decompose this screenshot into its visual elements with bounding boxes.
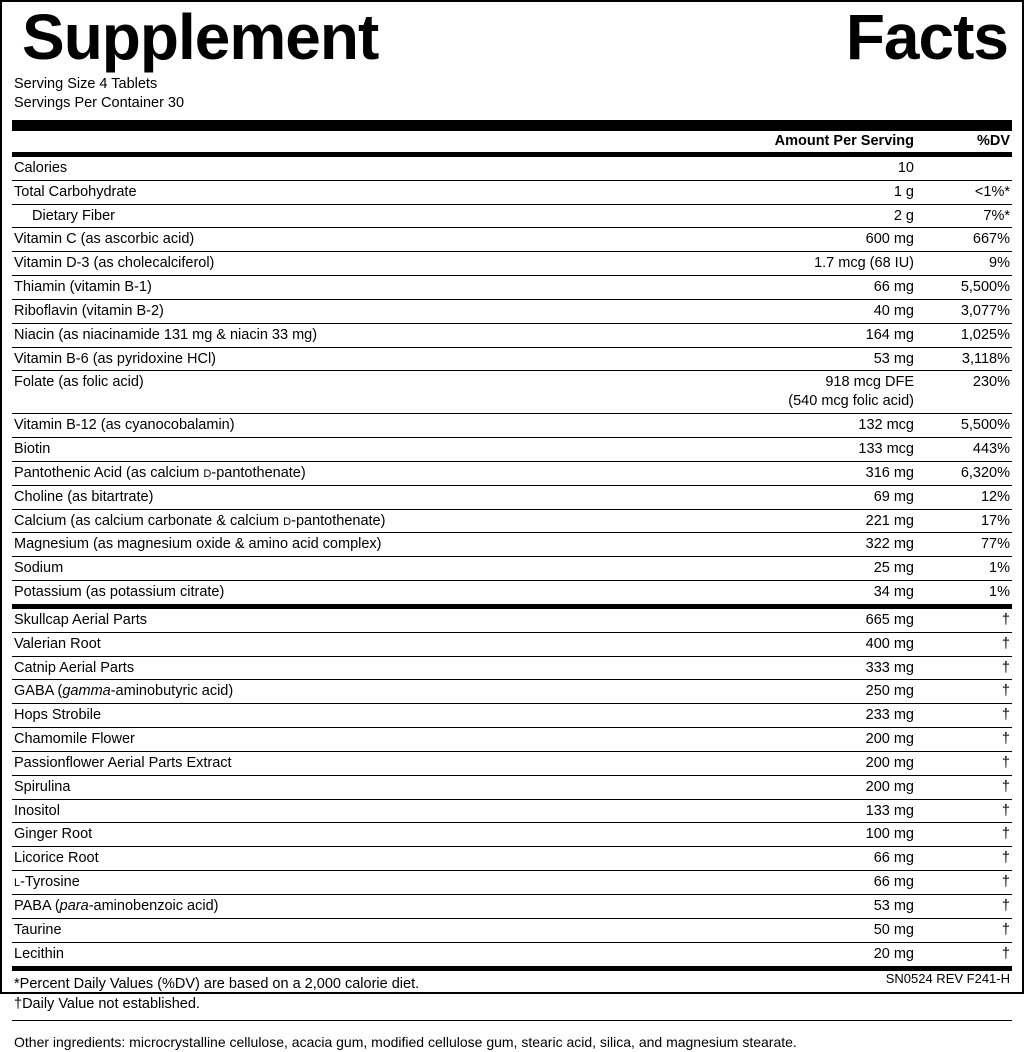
header-amount-per-serving: Amount Per Serving bbox=[774, 132, 914, 149]
table-row bbox=[12, 728, 1012, 752]
table-row bbox=[12, 461, 1012, 485]
row-daily-value: 3,118% bbox=[918, 347, 1012, 371]
row-amount: 66 mg bbox=[714, 871, 918, 895]
row-amount: 200 mg bbox=[714, 751, 918, 775]
row-daily-value: † bbox=[918, 680, 1012, 704]
row-daily-value: † bbox=[918, 775, 1012, 799]
row-amount: 665 mg bbox=[714, 609, 918, 632]
row-daily-value: 3,077% bbox=[918, 299, 1012, 323]
row-amount: 66 mg bbox=[714, 276, 918, 300]
row-label: Thiamin (vitamin B-1) bbox=[12, 276, 714, 300]
row-daily-value: 667% bbox=[918, 228, 1012, 252]
servings-per-container: Servings Per Container 30 bbox=[14, 95, 185, 112]
row-label: Dietary Fiber bbox=[12, 204, 714, 228]
table-row bbox=[12, 414, 1012, 438]
row-label: Vitamin B-6 (as pyridoxine HCl) bbox=[12, 347, 714, 371]
row-daily-value: † bbox=[918, 704, 1012, 728]
table-row bbox=[12, 557, 1012, 581]
row-label: Valerian Root bbox=[12, 632, 714, 656]
table-row bbox=[12, 581, 1012, 604]
row-label: Biotin bbox=[12, 437, 714, 461]
row-daily-value: 5,500% bbox=[918, 276, 1012, 300]
row-label: Ginger Root bbox=[12, 823, 714, 847]
row-label: L-Tyrosine bbox=[12, 871, 714, 895]
row-amount: 40 mg bbox=[714, 299, 918, 323]
row-label: Potassium (as potassium citrate) bbox=[14, 584, 225, 601]
row-label: Vitamin B-12 (as cyanocobalamin) bbox=[12, 414, 714, 438]
title-word-facts: Facts bbox=[845, 1, 1008, 73]
table-row bbox=[12, 157, 1012, 180]
row-amount: 164 mg bbox=[714, 323, 918, 347]
row-amount: 66 mg bbox=[714, 847, 918, 871]
row-amount: 132 mcg bbox=[714, 414, 918, 438]
footnote-percent-dv: *Percent Daily Values (%DV) are based on a 2,000 calorie diet. bbox=[14, 975, 420, 992]
row-label: PABA (para-aminobenzoic acid) bbox=[12, 895, 714, 919]
row-daily-value: † bbox=[918, 632, 1012, 656]
row-amount: 233 mg bbox=[714, 704, 918, 728]
row-label: Choline (as bitartrate) bbox=[12, 485, 714, 509]
row-label: Folate (as folic acid) bbox=[12, 371, 714, 414]
row-amount: 322 mg bbox=[714, 533, 918, 557]
divider-thick-top bbox=[12, 120, 1012, 131]
table-row bbox=[12, 799, 1012, 823]
row-amount: 1.7 mcg (68 IU) bbox=[714, 252, 918, 276]
row-daily-value: † bbox=[918, 751, 1012, 775]
table-row bbox=[12, 299, 1012, 323]
row-amount: 133 mg bbox=[714, 799, 918, 823]
table-row bbox=[12, 533, 1012, 557]
row-label: Vitamin C (as ascorbic acid) bbox=[12, 228, 714, 252]
table-row bbox=[12, 509, 1012, 533]
row-daily-value: 77% bbox=[918, 533, 1012, 557]
row-daily-value: 1% bbox=[989, 584, 1010, 601]
row-amount: 53 mg bbox=[714, 347, 918, 371]
row-amount: 69 mg bbox=[714, 485, 918, 509]
table-row bbox=[12, 656, 1012, 680]
header-percent-dv: %DV bbox=[976, 132, 1010, 149]
row-amount: 53 mg bbox=[714, 895, 918, 919]
table-row bbox=[12, 680, 1012, 704]
page-title bbox=[12, 1, 1012, 73]
row-amount: 50 mg bbox=[714, 918, 918, 942]
row-amount: 200 mg bbox=[714, 728, 918, 752]
table-row bbox=[12, 704, 1012, 728]
row-label: Catnip Aerial Parts bbox=[12, 656, 714, 680]
row-amount: 333 mg bbox=[714, 656, 918, 680]
table-row bbox=[12, 823, 1012, 847]
nutrient-rows bbox=[12, 157, 1012, 604]
row-amount: 133 mcg bbox=[714, 437, 918, 461]
row-label: Calcium (as calcium carbonate & calcium D-pantothenate) bbox=[12, 509, 714, 533]
row-daily-value: 17% bbox=[918, 509, 1012, 533]
row-daily-value: 5,500% bbox=[918, 414, 1012, 438]
row-amount: 2 g bbox=[714, 204, 918, 228]
title-word-supplement: Supplement bbox=[22, 1, 379, 73]
row-daily-value: 443% bbox=[918, 437, 1012, 461]
nutrient-table bbox=[12, 131, 1012, 152]
row-daily-value bbox=[918, 157, 1012, 180]
table-row bbox=[12, 609, 1012, 632]
row-amount: 918 mcg DFE (540 mcg folic acid) bbox=[714, 371, 918, 414]
table-row bbox=[12, 847, 1012, 871]
row-label: Pantothenic Acid (as calcium D-pantothenate) bbox=[12, 461, 714, 485]
row-label: Spirulina bbox=[12, 775, 714, 799]
row-label: Inositol bbox=[12, 799, 714, 823]
footnote-dagger: †Daily Value not established. bbox=[14, 995, 200, 1012]
row-daily-value: 9% bbox=[918, 252, 1012, 276]
row-daily-value: † bbox=[918, 918, 1012, 942]
row-label: Passionflower Aerial Parts Extract bbox=[12, 751, 714, 775]
row-label: Chamomile Flower bbox=[12, 728, 714, 752]
table-row bbox=[12, 228, 1012, 252]
table-row bbox=[12, 437, 1012, 461]
row-amount: 10 bbox=[714, 157, 918, 180]
row-amount: 400 mg bbox=[714, 632, 918, 656]
row-daily-value: 6,320% bbox=[918, 461, 1012, 485]
row-daily-value: † bbox=[918, 609, 1012, 632]
row-daily-value: 12% bbox=[918, 485, 1012, 509]
table-row bbox=[12, 371, 1012, 414]
row-daily-value: 1,025% bbox=[918, 323, 1012, 347]
row-amount: 200 mg bbox=[714, 775, 918, 799]
row-label: Lecithin bbox=[14, 945, 64, 962]
row-amount: 100 mg bbox=[714, 823, 918, 847]
table-row bbox=[12, 895, 1012, 919]
row-amount: 1 g bbox=[714, 180, 918, 204]
row-label: Taurine bbox=[12, 918, 714, 942]
row-label: Total Carbohydrate bbox=[12, 180, 714, 204]
table-row bbox=[12, 871, 1012, 895]
row-label: Calories bbox=[12, 157, 714, 180]
row-label: Riboflavin (vitamin B-2) bbox=[12, 299, 714, 323]
row-daily-value: † bbox=[918, 656, 1012, 680]
row-daily-value: † bbox=[918, 823, 1012, 847]
row-daily-value: <1%* bbox=[918, 180, 1012, 204]
product-code: SN0524 REV F241-H bbox=[885, 971, 1010, 986]
row-amount: 221 mg bbox=[714, 509, 918, 533]
row-label: Skullcap Aerial Parts bbox=[12, 609, 714, 632]
table-row bbox=[12, 751, 1012, 775]
footnotes bbox=[12, 971, 1012, 1015]
table-row bbox=[12, 252, 1012, 276]
table-row bbox=[12, 204, 1012, 228]
table-row bbox=[12, 276, 1012, 300]
row-daily-value: 1% bbox=[918, 557, 1012, 581]
table-row bbox=[12, 485, 1012, 509]
row-daily-value: † bbox=[1001, 945, 1010, 962]
row-daily-value: † bbox=[918, 799, 1012, 823]
row-daily-value: † bbox=[918, 895, 1012, 919]
row-label: Licorice Root bbox=[12, 847, 714, 871]
row-daily-value: 7%* bbox=[918, 204, 1012, 228]
row-label: Sodium bbox=[12, 557, 714, 581]
row-label: Hops Strobile bbox=[12, 704, 714, 728]
row-amount: 316 mg bbox=[714, 461, 918, 485]
table-header-row bbox=[12, 131, 1012, 152]
row-label: Magnesium (as magnesium oxide & amino acid complex) bbox=[12, 533, 714, 557]
serving-info bbox=[12, 75, 1012, 114]
serving-size: Serving Size 4 Tablets bbox=[14, 75, 158, 92]
header-blank bbox=[12, 131, 714, 152]
table-row bbox=[12, 632, 1012, 656]
row-amount: 20 mg bbox=[873, 945, 914, 962]
table-row bbox=[12, 347, 1012, 371]
row-daily-value: † bbox=[918, 728, 1012, 752]
row-amount: 25 mg bbox=[714, 557, 918, 581]
row-amount: 250 mg bbox=[714, 680, 918, 704]
row-label: Niacin (as niacinamide 131 mg & niacin 33 mg) bbox=[12, 323, 714, 347]
table-row bbox=[12, 942, 1012, 965]
table-row bbox=[12, 918, 1012, 942]
row-label: GABA (gamma-aminobutyric acid) bbox=[12, 680, 714, 704]
table-row bbox=[12, 180, 1012, 204]
other-ingredients: Other ingredients: microcrystalline cellulose, acacia gum, modified cellulose gum, stearic acid, silica, and magnesium stearate. bbox=[14, 1034, 797, 1051]
row-amount: 600 mg bbox=[714, 228, 918, 252]
row-amount: 34 mg bbox=[873, 584, 914, 601]
botanical-rows bbox=[12, 609, 1012, 966]
table-row bbox=[12, 323, 1012, 347]
row-daily-value: † bbox=[918, 871, 1012, 895]
row-daily-value: 230% bbox=[918, 371, 1012, 414]
row-label: Vitamin D-3 (as cholecalciferol) bbox=[12, 252, 714, 276]
row-daily-value: † bbox=[918, 847, 1012, 871]
table-row bbox=[12, 775, 1012, 799]
